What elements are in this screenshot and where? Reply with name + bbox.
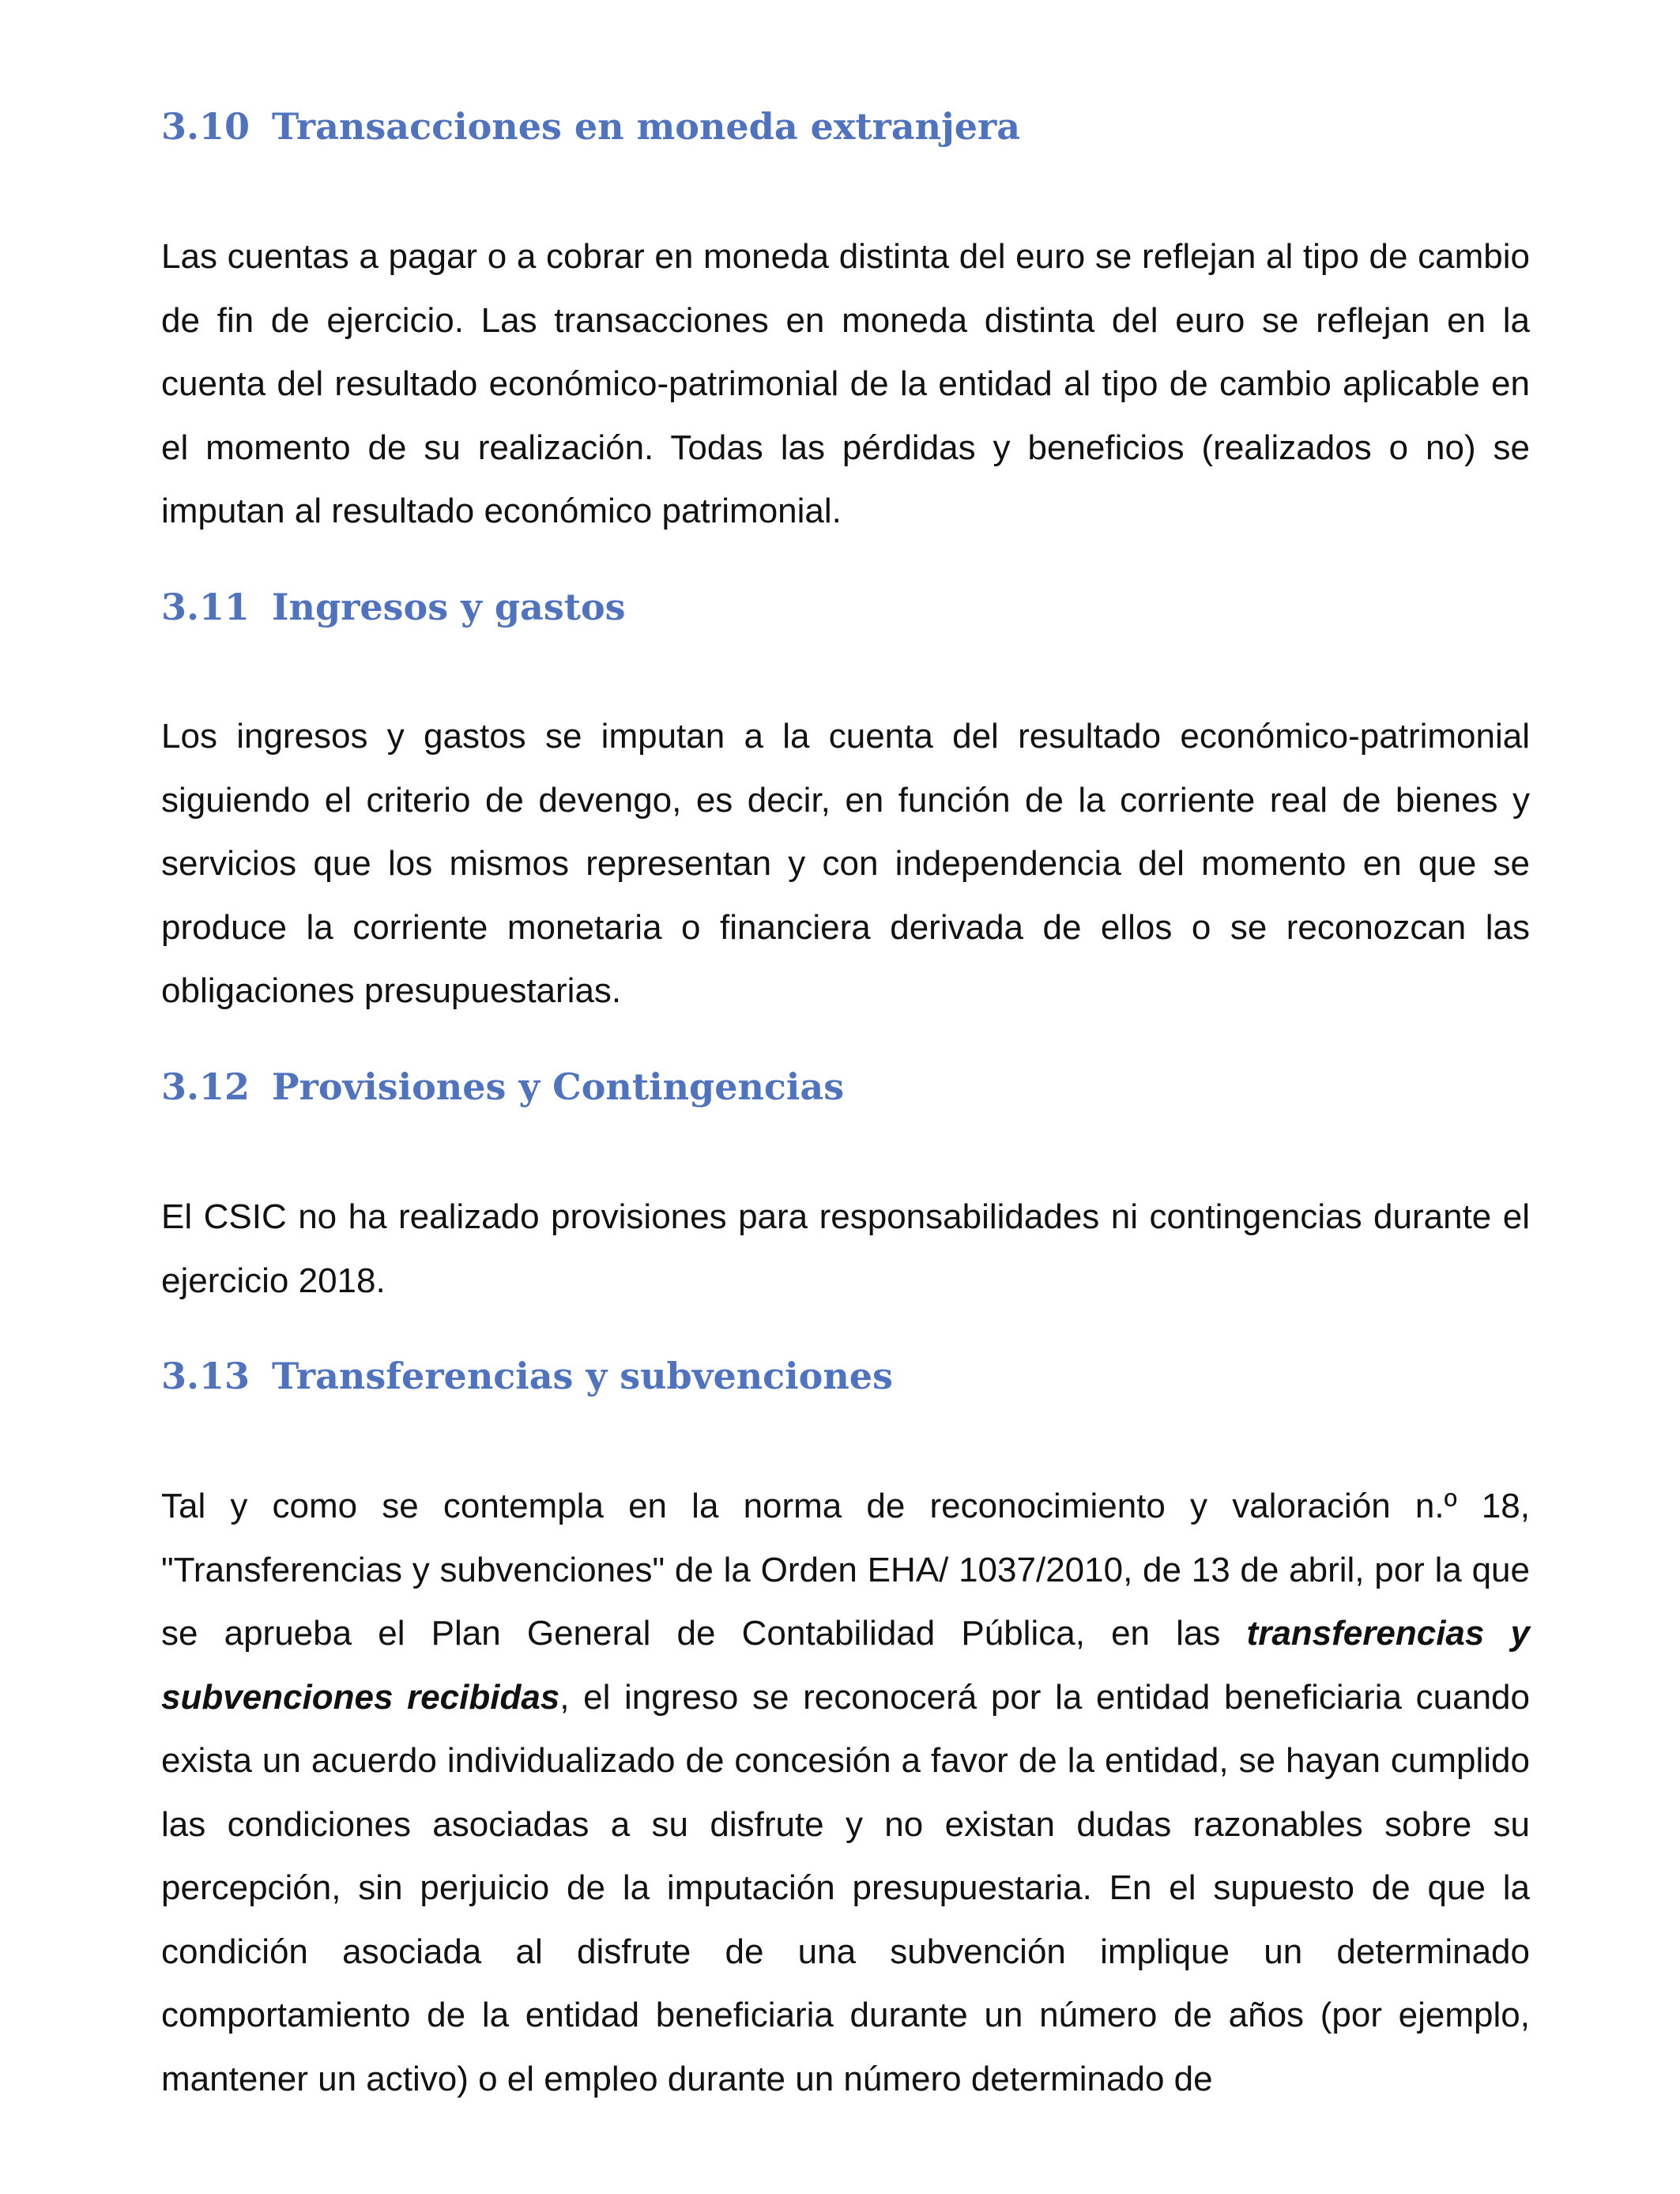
section-title: Transferencias y subvenciones	[272, 1355, 893, 1397]
section-body-3-12: El CSIC no ha realizado provisiones para responsabilidades ni contingencias durante el ejercicio 2018.	[161, 1197, 1530, 1300]
section-heading-3-10	[161, 105, 1021, 148]
section-title: Ingresos y gastos	[272, 586, 626, 628]
section-body-3-11: Los ingresos y gastos se imputan a la cuenta del resultado económico-patrimonial siguiendo el criterio de devengo, es decir, en función de la corriente real de bienes y servicios que los mismos representan y con independencia del momento en que se produce la corriente monetaria o financiera derivada de ellos o se reconozcan las obligaciones presupuestarias.	[161, 717, 1530, 1010]
section-number: 3.12	[161, 1065, 250, 1108]
section-heading-3-13	[161, 1355, 893, 1397]
section-body-3-10: Las cuentas a pagar o a cobrar en moneda distinta del euro se reflejan al tipo de cambio de fin de ejercicio. Las transacciones en moneda distinta del euro se reflejan en la cuenta del resultado económico-patrimonial de la entidad al tipo de cambio aplicable en el momento de su realización. Todas las pérdidas y beneficios (realizados o no) se imputan al resultado económico patrimonial.	[161, 237, 1530, 530]
section-number: 3.13	[161, 1355, 250, 1397]
section-body-3-13	[161, 1475, 1530, 2111]
emphasis-text: transferencias y subvenciones recibidas	[161, 1614, 1530, 1717]
body-text-start: Tal y como se contempla en la norma de reconocimiento y valoración n.º 18, "Transferencias y subvenciones" de la Orden EHA/ 1037/2010, de 13 de abril, por la que se aprueba el Plan General de Contabilidad Pública, en las	[161, 1487, 1530, 1653]
body-text-end: , el ingreso se reconocerá por la entidad beneficiaria cuando exista un acuerdo individualizado de concesión a favor de la entidad, se hayan cumplido las condiciones asociadas a su disfrute y no existan dudas razonables sobre su percepción, sin perjuicio de la imputación presupuestaria. En el supuesto de que la condición asociada al disfrute de una subvención implique un determinado comportamiento de la entidad beneficiaria durante un número de años (por ejemplo, mantener un activo) o el empleo durante un número determinado de	[161, 1677, 1530, 2098]
section-number: 3.11	[161, 586, 250, 628]
section-heading-3-12	[161, 1065, 845, 1108]
section-title: Provisiones y Contingencias	[272, 1065, 845, 1108]
section-heading-3-11	[161, 586, 626, 628]
section-number: 3.10	[161, 105, 250, 148]
section-title: Transacciones en moneda extranjera	[272, 105, 1021, 148]
